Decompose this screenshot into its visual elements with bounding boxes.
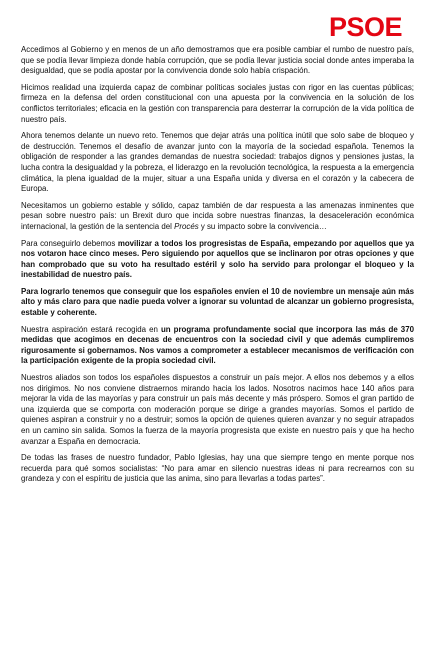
paragraph (21, 45, 414, 77)
text-run: Hicimos realidad una izquierda capaz de combinar políticas sociales justas con rigor en las cuentas públicas; firmeza en la defensa del orden constitucional con una apuesta por la convivencia en la solución de los conflictos territoriales; eficacia en la gestión con transparencia para desterrar la corrupción de la vida política de nuestro país. (21, 82, 414, 124)
paragraph (21, 83, 414, 125)
text-run: Accedimos al Gobierno y en menos de un año demostramos que era posible cambiar el rumbo de nuestro país, que se podía llevar limpieza donde había corrupción, que se podía llevar justicia social donde antes imperaba la desigualdad, que se podía apostar por la convivencia donde solo había crispación. (21, 45, 414, 76)
psoe-logo: PSOE (328, 12, 402, 42)
text-run: Para conseguirlo debemos (21, 238, 118, 248)
paragraph (21, 373, 414, 447)
paragraph (21, 287, 414, 319)
paragraph (21, 201, 414, 233)
text-run: y su impacto sobre la convivencia… (198, 221, 327, 231)
bold-text: movilizar a todos los progresistas de España, empezando por aquellos que ya nos votaron hace cinco meses. Pero siguiendo por aquellos que se inclinaron por otras opciones y que han comprobado que su voto ha resultado estéril y solo ha servido para prolongar el bloqueo y la inestabilidad de nuestro país. (21, 238, 414, 280)
text-run: Nuestros aliados son todos los españoles dispuestos a construir un país mejor. A ellos nos debemos y a ellos nos dirigimos. No nos conviene distraernos mirando hacia los lados. Nosotros nacimos hace 140 años para mejorar la vida de las mayorías y para construir un país más decente y más próspero. Somos el gran partido de una izquierda que se comporta con moderación porque se dirige a grandes mayorías. Somos el partido de quienes aspiran a construir y no a destruir; somos la opción de quienes quieren avanzar y no seguir atrapados en un camino sin salida. Somos la fuerza de la mayoría progresista que existe en nuestro país y que ha hecho avanzar a España en democracia. (21, 373, 414, 446)
text-run: Nuestra aspiración estará recogida en (21, 324, 161, 334)
paragraph (21, 131, 414, 195)
document-body (21, 45, 414, 491)
text-run: De todas las frases de nuestro fundador, Pablo Iglesias, hay una que siempre tengo en mente porque nos recuerda para qué somos socialistas: “No para amar en silencio nuestras ideas ni para recrearnos con su grandeza y con el espíritu de justicia que las anima, sino para llevarlas a todas partes”. (21, 453, 414, 484)
bold-text: un programa profundamente social que incorpora las más de 370 medidas que acogimos en decenas de encuentros con la sociedad civil y que además cumpliremos rigurosamente si gobernamos. Nos vamos a comprometer a establecer mecanismos de verificación con la participación exigente de la propia sociedad civil. (21, 324, 414, 366)
text-run: Necesitamos un gobierno estable y sólido, capaz también de dar respuesta a las amenazas inminentes que pesan sobre nuestro país: un Brexit duro que incida sobre nuestras finanzas, la desaceleración económica internacional, la gestión de la sentencia del (21, 200, 414, 231)
bold-text: Para lograrlo tenemos que conseguir que los españoles envíen el 10 de noviembre un mensaje aún más alto y más claro para que nadie pueda volver a ignorar su voluntad de alcanzar un gobierno progresista, estable y coherente. (21, 286, 414, 318)
paragraph (21, 239, 414, 281)
paragraph (21, 325, 414, 367)
text-run: Ahora tenemos delante un nuevo reto. Tenemos que dejar atrás una política inútil que solo sabe de bloqueo y de destrucción. Tenemos el desafío de avanzar junto con la mayoría de la sociedad española. Tenemos la obligación de responder a las grandes demandas de nuestra sociedad: trabajos dignos y pensiones justas, la lucha contra la desigualdad y la pobreza, el liderazgo en la revolución tecnológica, la respuesta a la emergencia climática, la plena igualdad de la mujer, situar a una España unida y diversa en el corazón y la cabecera de Europa. (21, 131, 414, 194)
paragraph (21, 453, 414, 485)
italic-text: Procés (174, 221, 199, 231)
